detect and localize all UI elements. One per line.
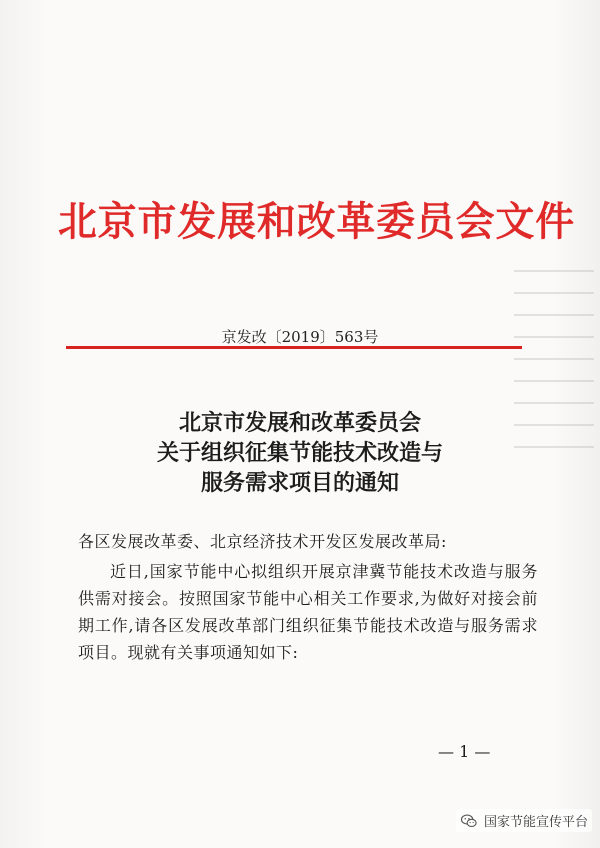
document-header-title: 北京市发展和改革委员会文件 bbox=[58, 199, 576, 245]
red-divider-line bbox=[66, 346, 522, 349]
watermark bbox=[456, 809, 592, 832]
notice-title-line-1: 北京市发展和改革委员会 bbox=[178, 410, 421, 436]
notice-title bbox=[0, 408, 600, 498]
notice-body bbox=[78, 528, 538, 666]
body-paragraph: 近日,国家节能中心拟组织开展京津冀节能技术改造与服务供需对接会。按照国家节能中心相关工作要求,为做好对接会前期工作,请各区发展改革部门组织征集节能技术改造与服务需求项目。现就有关事项通知如下: bbox=[78, 562, 538, 662]
watermark-text: 国家节能宣传平台 bbox=[483, 815, 588, 830]
salutation: 各区发展改革委、北京经济技术开发区发展改革局: bbox=[78, 532, 447, 551]
page-number: — 1 — bbox=[438, 742, 491, 761]
wechat-icon bbox=[460, 812, 478, 830]
notice-title-line-3: 服务需求项目的通知 bbox=[200, 470, 399, 496]
notice-title-line-2: 关于组织征集节能技术改造与 bbox=[156, 440, 443, 466]
document-number: 京发改〔2019〕563号 bbox=[221, 328, 379, 346]
